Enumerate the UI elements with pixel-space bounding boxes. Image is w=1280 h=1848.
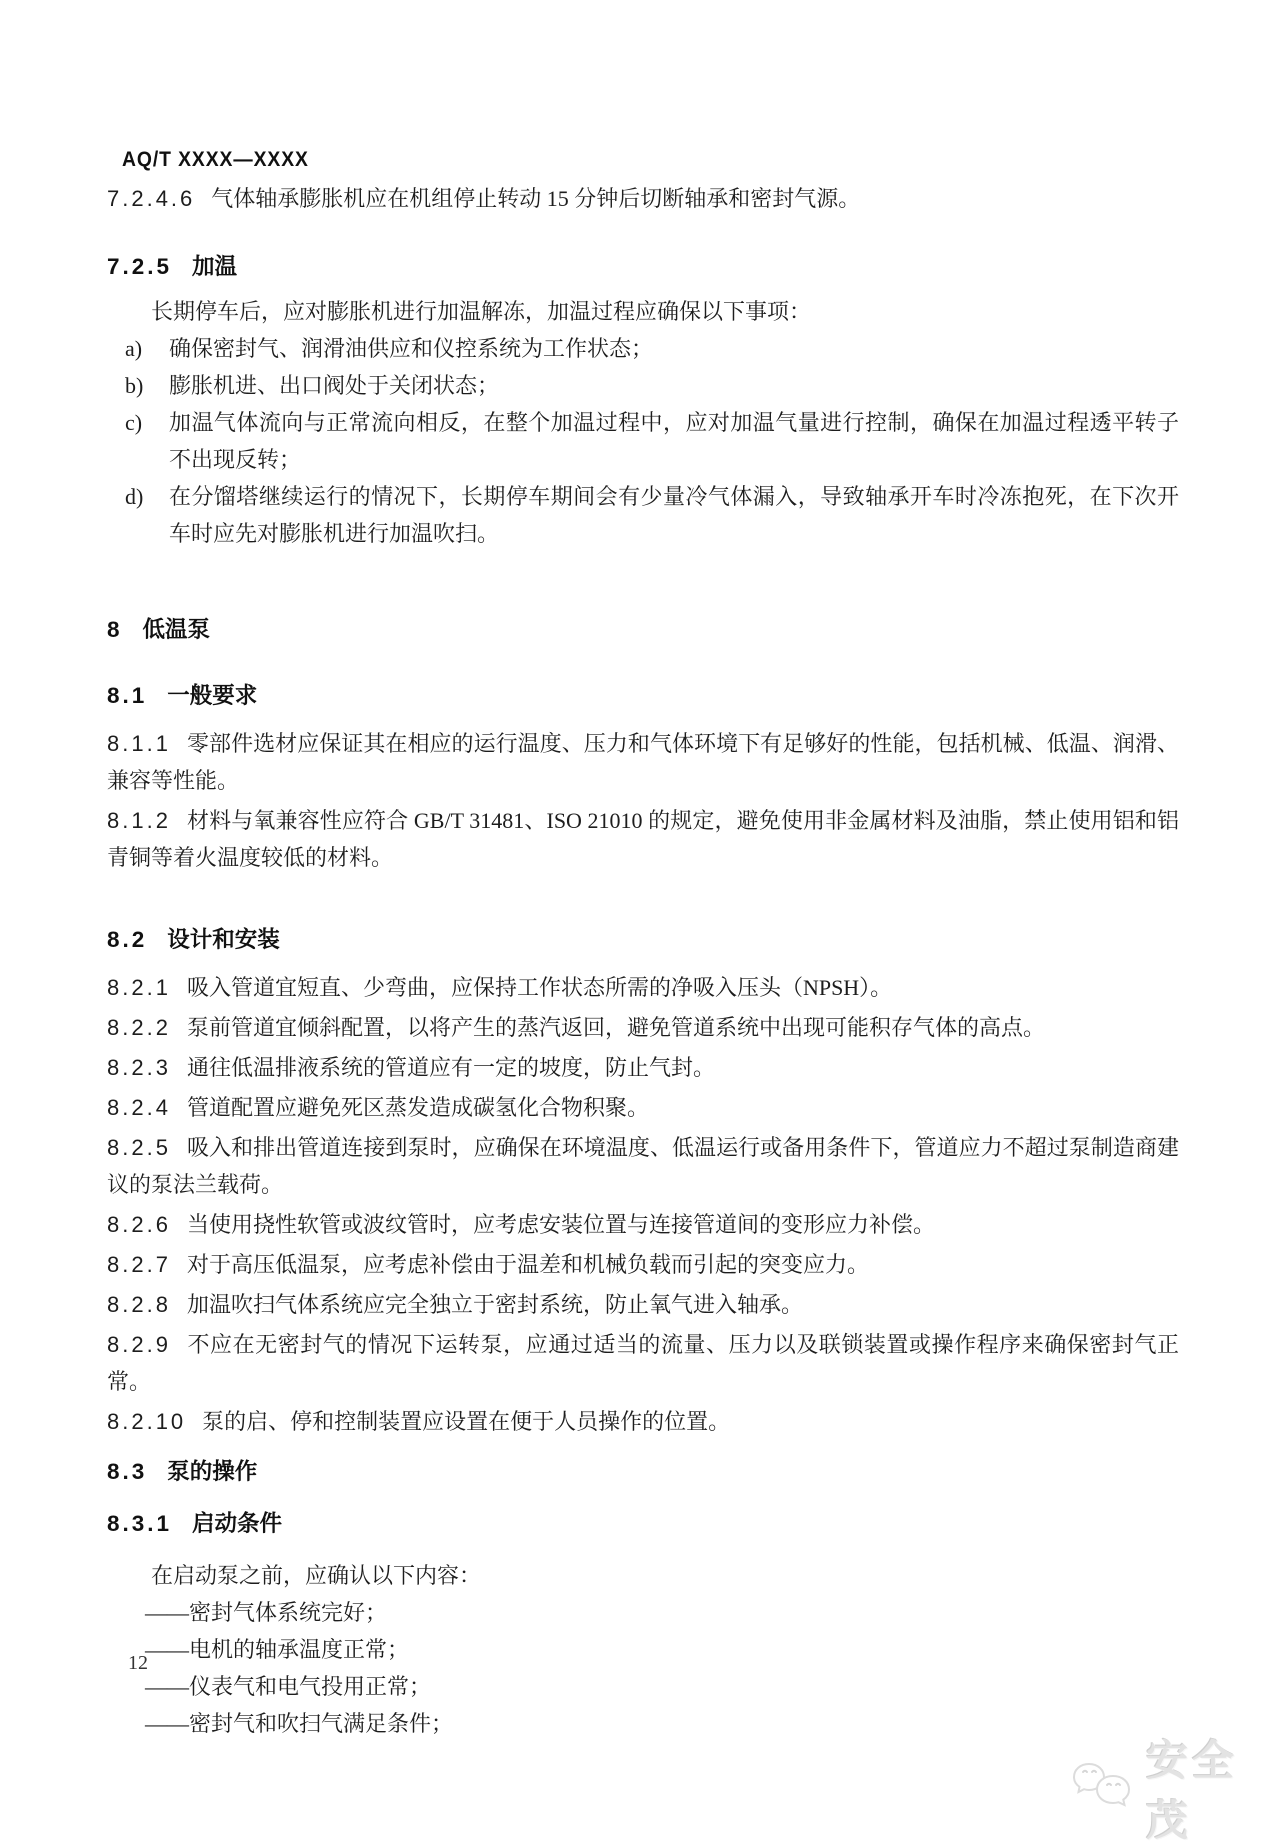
- clause-text: 吸入和排出管道连接到泵时，应确保在环境温度、低温运行或备用条件下，管道应力不超过泵制造商建议的泵法兰载荷。: [107, 1135, 1179, 1197]
- lettered-list-7-2-5: [107, 330, 1179, 552]
- heading-title: 设计和安装: [167, 927, 280, 952]
- list-item: [107, 330, 1179, 367]
- heading-title: 启动条件: [192, 1511, 283, 1536]
- clause-number: 8.2.3: [107, 1055, 171, 1080]
- clause-number: 8.2.2: [107, 1015, 171, 1040]
- dash-item: ——密封气和吹扫气满足条件；: [145, 1711, 454, 1736]
- list-text: 膨胀机进、出口阀处于关闭状态；: [169, 373, 500, 398]
- clause-8-1-1: [107, 725, 1179, 799]
- heading-number: 8: [107, 617, 123, 642]
- watermark-text: 安全茂: [1146, 1737, 1239, 1844]
- clause-number: 8.2.8: [107, 1292, 171, 1317]
- clause-number: 7.2.4.6: [107, 186, 196, 211]
- heading-number: 8.1: [107, 683, 148, 708]
- document-body: [107, 180, 1179, 1742]
- clause-number: 8.2.1: [107, 975, 171, 1000]
- list-text: 加温气体流向与正常流向相反，在整个加温过程中，应对加温气量进行控制，确保在加温过程透平转子不出现反转；: [169, 410, 1179, 472]
- list-item: [107, 367, 1179, 404]
- heading-title: 一般要求: [167, 683, 258, 708]
- clause-text: 吸入管道宜短直、少弯曲，应保持工作状态所需的净吸入压头（NPSH）。: [186, 975, 893, 1000]
- clause-number: 8.1.1: [107, 731, 171, 756]
- clause-text: 泵的启、停和控制装置应设置在便于人员操作的位置。: [202, 1409, 731, 1434]
- list-item: [107, 478, 1179, 552]
- list-item: [107, 404, 1179, 478]
- clause-8-2-9: [107, 1326, 1179, 1400]
- clause-8-2-3: [107, 1049, 1179, 1086]
- list-text: 确保密封气、润滑油供应和仪控系统为工作状态；: [169, 336, 654, 361]
- chapter-heading-8: [107, 611, 1179, 648]
- clause-text: 通往低温排液系统的管道应有一定的坡度，防止气封。: [186, 1055, 715, 1080]
- chat-bubbles-icon: [1072, 1762, 1136, 1814]
- heading-8-1: [107, 677, 1179, 714]
- dash-item: ——密封气体系统完好；: [145, 1600, 388, 1625]
- list-text: 在分馏塔继续运行的情况下，长期停车期间会有少量冷气体漏入，导致轴承开车时冷冻抱死，在下次开车时应先对膨胀机进行加温吹扫。: [169, 484, 1179, 546]
- clause-number: 8.2.6: [107, 1212, 171, 1237]
- paragraph-7-2-5-intro: 长期停车后，应对膨胀机进行加温解冻，加温过程应确保以下事项：: [151, 299, 812, 324]
- heading-title: 低温泵: [142, 617, 211, 642]
- clause-8-2-2: [107, 1009, 1179, 1046]
- clause-8-2-4: [107, 1089, 1179, 1126]
- heading-number: 8.3: [107, 1459, 148, 1484]
- clause-text: 泵前管道宜倾斜配置，以将产生的蒸汽返回，避免管道系统中出现可能积存气体的高点。: [186, 1015, 1045, 1040]
- heading-title: 加温: [192, 254, 238, 279]
- clause-number: 8.2.5: [107, 1135, 171, 1160]
- clause-text: 当使用挠性软管或波纹管时，应考虑安装位置与连接管道间的变形应力补偿。: [186, 1212, 935, 1237]
- clause-number: 8.2.9: [107, 1332, 171, 1357]
- clause-8-2-10: [107, 1403, 1179, 1440]
- heading-8-2: [107, 921, 1179, 958]
- page-number: 12: [128, 1652, 148, 1674]
- dash-item: ——仪表气和电气投用正常；: [145, 1674, 432, 1699]
- heading-number: 8.3.1: [107, 1511, 173, 1536]
- paragraph-8-3-1-intro: 在启动泵之前，应确认以下内容：: [151, 1563, 482, 1588]
- doc-header-standard-number: AQ/T XXXX—XXXX: [122, 148, 309, 171]
- clause-8-2-8: [107, 1286, 1179, 1323]
- clause-text: 气体轴承膨胀机应在机组停止转动 15 分钟后切断轴承和密封气源。: [211, 186, 861, 211]
- clause-text: 零部件选材应保证其在相应的运行温度、压力和气体环境下有足够好的性能，包括机械、低温、润滑、兼容等性能。: [107, 731, 1179, 793]
- clause-number: 8.1.2: [107, 808, 171, 833]
- clause-8-2-6: [107, 1206, 1179, 1243]
- clause-8-2-5: [107, 1129, 1179, 1203]
- clause-text: 管道配置应避免死区蒸发造成碳氢化合物积聚。: [186, 1095, 649, 1120]
- clause-number: 8.2.4: [107, 1095, 171, 1120]
- clause-number: 8.2.7: [107, 1252, 171, 1277]
- clause-text: 加温吹扫气体系统应完全独立于密封系统，防止氧气进入轴承。: [186, 1292, 803, 1317]
- clause-8-2-7: [107, 1246, 1179, 1283]
- clause-text: 不应在无密封气的情况下运转泵，应通过适当的流量、压力以及联锁装置或操作程序来确保密封气正常。: [107, 1332, 1179, 1394]
- clause-number: 8.2.10: [107, 1409, 187, 1434]
- clause-8-1-2: [107, 802, 1179, 876]
- list-marker: c): [125, 410, 143, 435]
- heading-title: 泵的操作: [167, 1459, 258, 1484]
- heading-7-2-5: [107, 248, 1179, 285]
- clause-8-2-1: [107, 969, 1179, 1006]
- clause-text: 材料与氧兼容性应符合 GB/T 31481、ISO 21010 的规定，避免使用非金属材料及油脂，禁止使用铝和铝青铜等着火温度较低的材料。: [107, 808, 1179, 870]
- list-marker: b): [125, 373, 144, 398]
- heading-8-3-1: [107, 1505, 1179, 1542]
- clause-7-2-4-6: [107, 180, 1179, 217]
- dash-item: ——电机的轴承温度正常；: [145, 1637, 410, 1662]
- heading-number: 8.2: [107, 927, 148, 952]
- watermark: [1072, 1728, 1280, 1848]
- heading-number: 7.2.5: [107, 254, 173, 279]
- clause-text: 对于高压低温泵，应考虑补偿由于温差和机械负载而引起的突变应力。: [186, 1252, 869, 1277]
- list-marker: d): [125, 484, 144, 509]
- dash-list-8-3-1: [107, 1594, 1179, 1742]
- list-marker: a): [125, 336, 143, 361]
- heading-8-3: [107, 1453, 1179, 1490]
